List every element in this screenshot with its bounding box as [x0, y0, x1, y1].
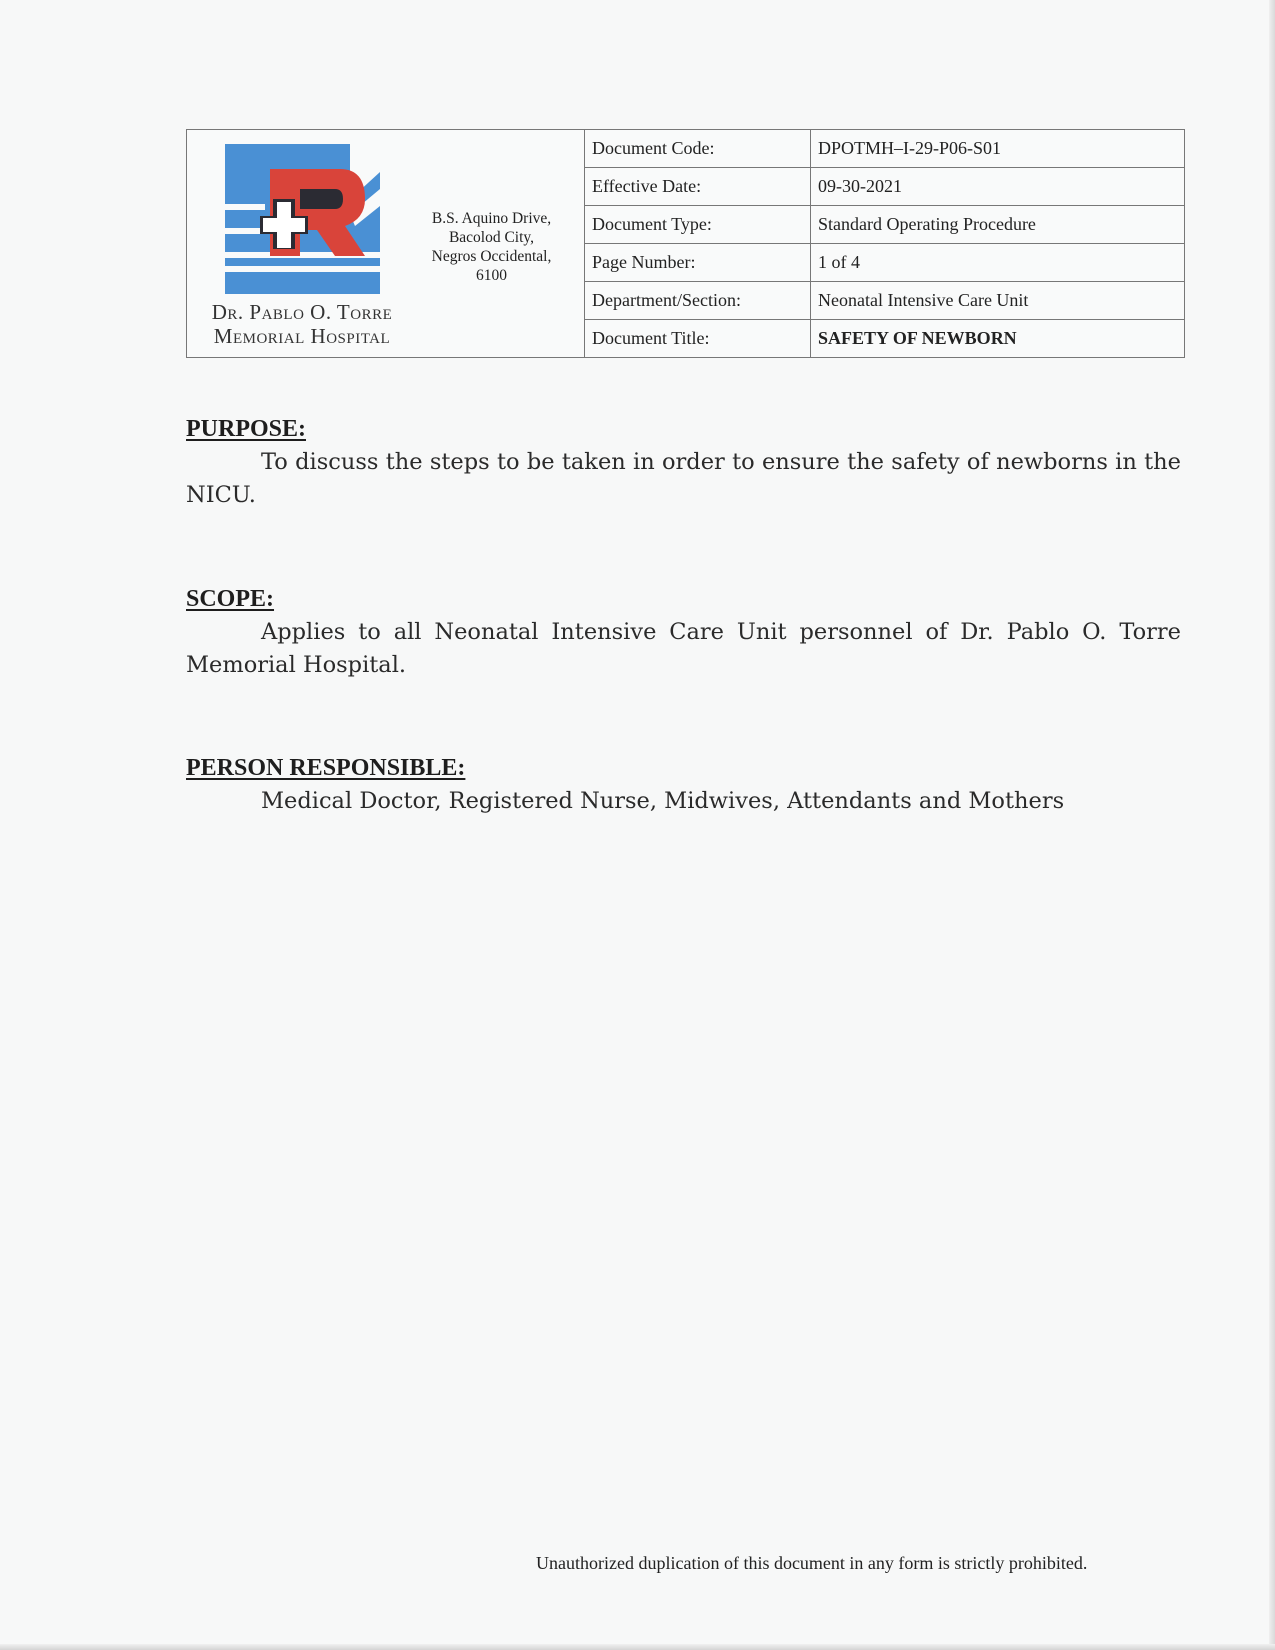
person-responsible-section	[186, 753, 1181, 818]
document-title-label: Document Title:	[585, 320, 811, 358]
scope-section	[186, 584, 1181, 682]
purpose-heading: PURPOSE:	[186, 416, 306, 442]
page-number-label: Page Number:	[585, 244, 811, 282]
address-line: Negros Occidental,	[431, 247, 552, 265]
hospital-name	[187, 300, 417, 348]
footer-notice: Unauthorized duplication of this document in any form is strictly prohibited.	[536, 1553, 1088, 1573]
logo-cell	[187, 130, 399, 357]
document-header	[186, 129, 1185, 358]
hospital-name-line1: Dr. Pablo O. Torre	[211, 300, 393, 324]
effective-date-label: Effective Date:	[585, 168, 811, 206]
table-row	[585, 206, 1184, 244]
page-bottom-edge	[0, 1644, 1275, 1650]
page-edge	[1269, 0, 1275, 1650]
document-title-value: SAFETY OF NEWBORN	[811, 320, 1185, 358]
document-type-label: Document Type:	[585, 206, 811, 244]
department-label: Department/Section:	[585, 282, 811, 320]
document-code-label: Document Code:	[585, 130, 811, 168]
table-row	[585, 244, 1184, 282]
scope-heading: SCOPE:	[186, 586, 275, 612]
address-line: 6100	[476, 266, 507, 284]
document-type-value: Standard Operating Procedure	[811, 206, 1185, 244]
purpose-section	[186, 414, 1181, 512]
document-code-value: DPOTMH–I-29-P06-S01	[811, 130, 1185, 168]
hospital-name-line2: Memorial Hospital	[213, 324, 391, 348]
hospital-address	[399, 130, 585, 357]
scope-text: Applies to all Neonatal Intensive Care Unit personnel of Dr. Pablo O. Torre Memorial Hospital.	[186, 619, 1181, 678]
table-row	[585, 168, 1184, 206]
table-row	[585, 282, 1184, 320]
person-responsible-text: Medical Doctor, Registered Nurse, Midwives, Attendants and Mothers	[261, 788, 1065, 814]
document-info-table	[585, 130, 1184, 357]
hospital-cross-logo-icon	[225, 144, 385, 304]
department-value: Neonatal Intensive Care Unit	[811, 282, 1185, 320]
person-responsible-heading: PERSON RESPONSIBLE:	[186, 755, 466, 781]
address-line: B.S. Aquino Drive,	[431, 209, 552, 227]
table-row	[585, 130, 1184, 168]
effective-date-value: 09-30-2021	[811, 168, 1185, 206]
page-number-value: 1 of 4	[811, 244, 1185, 282]
table-row	[585, 320, 1184, 358]
purpose-text: To discuss the steps to be taken in order to ensure the safety of newborns in the NICU.	[186, 449, 1181, 508]
address-line: Bacolod City,	[448, 228, 535, 246]
